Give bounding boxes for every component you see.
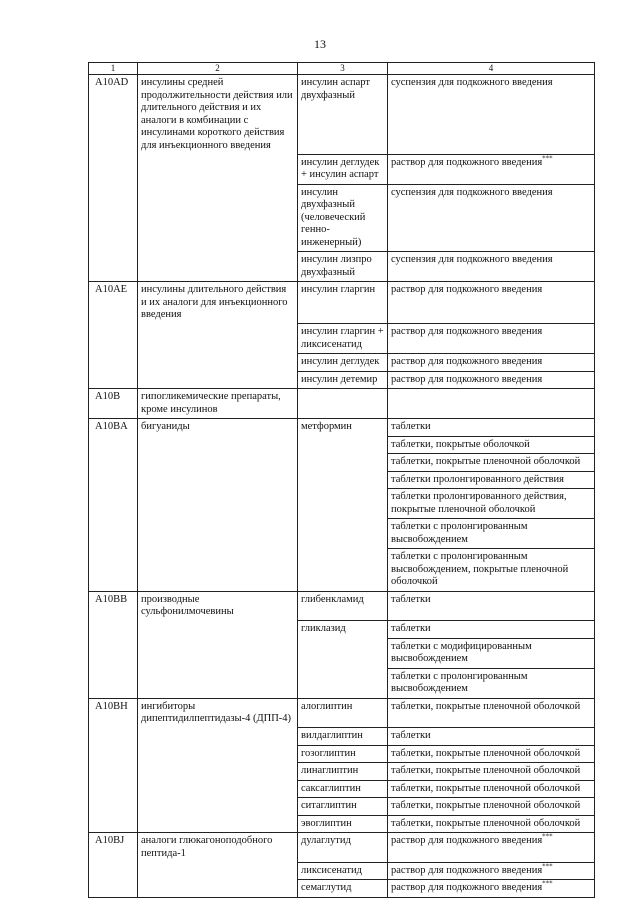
group-name-cell <box>138 354 298 372</box>
dosage-form-text: таблетки с пролонгированным высвобождением, покрытые пленочной оболочкой <box>391 551 569 587</box>
dosage-form-cell <box>388 780 595 798</box>
drug-name-cell: метформин <box>298 419 388 437</box>
page-number: 13 <box>314 37 326 51</box>
group-name-cell <box>138 763 298 781</box>
atc-code-cell: A10BB <box>89 591 138 621</box>
dosage-form-cell <box>388 833 595 863</box>
dosage-form-cell <box>388 638 595 668</box>
group-name-cell <box>138 519 298 549</box>
dosage-form-cell <box>388 880 595 898</box>
drug-name-cell: инсулин аспарт двухфазный <box>298 75 388 155</box>
atc-code-cell <box>89 668 138 698</box>
dosage-form-text: раствор для подкожного введения <box>391 356 543 367</box>
group-name-cell: ингибиторы дипептидилпептидазы-4 (ДПП-4) <box>138 698 298 728</box>
drug-name-cell <box>298 471 388 489</box>
dosage-form-cell <box>388 471 595 489</box>
table-row <box>89 282 595 324</box>
table-row <box>89 436 595 454</box>
dosage-form-text: таблетки, покрытые пленочной оболочкой <box>391 817 581 829</box>
group-name-cell <box>138 471 298 489</box>
atc-code-cell: A10BH <box>89 698 138 728</box>
atc-code-cell <box>89 880 138 898</box>
dosage-form-cell <box>388 519 595 549</box>
dosage-form-text: таблетки, покрытые пленочной оболочкой <box>391 747 581 759</box>
group-name-cell <box>138 780 298 798</box>
dosage-form-cell <box>388 862 595 880</box>
drug-name-cell: алоглиптин <box>298 698 388 728</box>
drug-name-cell: инсулин гларгин <box>298 282 388 324</box>
drug-name-cell: инсулин гларгин + ликсисенатид <box>298 324 388 354</box>
drug-name-cell: инсулин двухфазный (человеческий генно-инженерный) <box>298 184 388 252</box>
dosage-form-text: таблетки <box>391 730 431 741</box>
table-row <box>89 698 595 728</box>
dosage-form-cell <box>388 668 595 698</box>
header-cell: 3 <box>298 63 388 75</box>
dosage-form-cell <box>388 419 595 437</box>
table-row <box>89 154 595 184</box>
table-row <box>89 728 595 746</box>
table-row <box>89 780 595 798</box>
table-row <box>89 324 595 354</box>
dosage-form-text: таблетки с пролонгированным высвобождением <box>391 670 528 694</box>
drug-name-cell: инсулин детемир <box>298 371 388 389</box>
group-name-cell: гипогликемические препараты, кроме инсулинов <box>138 389 298 419</box>
dosage-form-cell <box>388 389 595 419</box>
drug-name-cell: семаглутид <box>298 880 388 898</box>
group-name-cell: инсулины длительного действия и их аналоги для инъекционного введения <box>138 282 298 324</box>
group-name-cell <box>138 621 298 639</box>
dosage-form-cell <box>388 371 595 389</box>
atc-code-cell: A10BJ <box>89 833 138 863</box>
dosage-form-text: таблетки пролонгированного действия <box>391 473 564 485</box>
dosage-form-cell <box>388 154 595 184</box>
drug-name-cell: инсулин деглудек <box>298 354 388 372</box>
dosage-form-cell <box>388 728 595 746</box>
atc-code-cell <box>89 519 138 549</box>
table-row <box>89 862 595 880</box>
atc-code-cell <box>89 862 138 880</box>
dosage-form-text: суспензия для подкожного введения <box>391 254 553 265</box>
dosage-form-text: раствор для подкожного введения <box>391 882 543 893</box>
atc-code-cell <box>89 454 138 472</box>
dosage-form-text: раствор для подкожного введения <box>391 373 543 385</box>
drug-name-cell: инсулин лизпро двухфазный <box>298 252 388 282</box>
drug-name-cell: вилдаглиптин <box>298 728 388 746</box>
drug-name-cell <box>298 454 388 472</box>
dosage-form-cell <box>388 454 595 472</box>
group-name-cell <box>138 638 298 668</box>
table-row <box>89 880 595 898</box>
dosage-form-cell <box>388 549 595 592</box>
drug-name-cell: дулаглутид <box>298 833 388 863</box>
table-row <box>89 419 595 437</box>
atc-code-cell: A10AD <box>89 75 138 155</box>
dosage-form-text: раствор для подкожного введения <box>391 284 543 295</box>
dosage-form-cell <box>388 282 595 324</box>
atc-code-cell <box>89 471 138 489</box>
atc-code-cell <box>89 621 138 639</box>
drug-name-cell <box>298 519 388 549</box>
table-row <box>89 389 595 419</box>
atc-code-cell <box>89 745 138 763</box>
atc-code-cell <box>89 489 138 519</box>
group-name-cell <box>138 184 298 252</box>
group-name-cell <box>138 324 298 354</box>
dosage-form-text: раствор для подкожного введения <box>391 864 543 876</box>
drug-name-cell <box>298 668 388 698</box>
dosage-form-text: таблетки <box>391 421 431 432</box>
dosage-form-cell <box>388 436 595 454</box>
drug-name-cell: глибенкламид <box>298 591 388 621</box>
header-cell: 2 <box>138 63 298 75</box>
group-name-cell <box>138 798 298 816</box>
table-row <box>89 184 595 252</box>
atc-code-cell: A10B <box>89 389 138 419</box>
atc-code-cell: A10AE <box>89 282 138 324</box>
table-row <box>89 621 595 639</box>
dosage-form-cell <box>388 698 595 728</box>
table-row <box>89 798 595 816</box>
table-row <box>89 489 595 519</box>
table-row <box>89 668 595 698</box>
dosage-form-cell <box>388 184 595 252</box>
header-row <box>89 63 595 75</box>
table-row <box>89 833 595 863</box>
dosage-form-text: таблетки, покрытые пленочной оболочкой <box>391 800 581 811</box>
group-name-cell <box>138 436 298 454</box>
atc-code-cell <box>89 549 138 592</box>
drug-table <box>88 62 595 898</box>
drug-name-cell <box>298 389 388 419</box>
table-row <box>89 745 595 763</box>
dosage-form-cell <box>388 324 595 354</box>
group-name-cell: бигуаниды <box>138 419 298 437</box>
dosage-form-cell <box>388 75 595 155</box>
drug-name-cell: эвоглиптин <box>298 815 388 833</box>
atc-code-cell: A10BA <box>89 419 138 437</box>
drug-name-cell: гозоглиптин <box>298 745 388 763</box>
dosage-form-text: таблетки пролонгированного действия, покрытые пленочной оболочкой <box>391 491 567 515</box>
dosage-form-cell <box>388 252 595 282</box>
dosage-form-text: раствор для подкожного введения <box>391 326 543 337</box>
dosage-form-text: таблетки, покрытые пленочной оболочкой <box>391 456 581 467</box>
group-name-cell <box>138 454 298 472</box>
atc-code-cell <box>89 184 138 252</box>
drug-name-cell: ситаглиптин <box>298 798 388 816</box>
dosage-form-text: таблетки, покрытые пленочной оболочкой <box>391 700 581 712</box>
group-name-cell: аналоги глюкагоноподобного пептида-1 <box>138 833 298 863</box>
group-name-cell <box>138 252 298 282</box>
header-cell: 1 <box>89 63 138 75</box>
atc-code-cell <box>89 436 138 454</box>
dosage-form-text: раствор для подкожного введения <box>391 156 543 168</box>
footnote-marker: *** <box>542 879 553 888</box>
table-row <box>89 252 595 282</box>
footnote-marker: *** <box>542 862 553 870</box>
drug-name-cell: линаглиптин <box>298 763 388 781</box>
atc-code-cell <box>89 638 138 668</box>
drug-name-cell: саксаглиптин <box>298 780 388 798</box>
atc-code-cell <box>89 815 138 833</box>
group-name-cell <box>138 728 298 746</box>
table-row <box>89 454 595 472</box>
header-cell: 4 <box>388 63 595 75</box>
atc-code-cell <box>89 728 138 746</box>
group-name-cell: производные сульфонилмочевины <box>138 591 298 621</box>
atc-code-cell <box>89 354 138 372</box>
dosage-form-text: суспензия для подкожного введения <box>391 186 553 198</box>
drug-name-cell: инсулин деглудек + инсулин аспарт <box>298 154 388 184</box>
table-row <box>89 519 595 549</box>
dosage-form-text: таблетки, покрытые пленочной оболочкой <box>391 765 581 776</box>
footnote-marker: *** <box>542 832 553 841</box>
group-name-cell <box>138 862 298 880</box>
atc-code-cell <box>89 763 138 781</box>
dosage-form-text: таблетки, покрытые оболочкой <box>391 438 530 450</box>
group-name-cell: инсулины средней продолжительности действия или длительного действия и их аналоги в комбинации с инсулинами короткого действия для инъекционного введения <box>138 75 298 155</box>
dosage-form-cell <box>388 621 595 639</box>
drug-name-cell: ликсисенатид <box>298 862 388 880</box>
footnote-marker: *** <box>542 154 553 162</box>
table-row <box>89 763 595 781</box>
table-row <box>89 815 595 833</box>
group-name-cell <box>138 745 298 763</box>
group-name-cell <box>138 489 298 519</box>
table-row <box>89 75 595 155</box>
table-row <box>89 591 595 621</box>
table-row <box>89 549 595 592</box>
dosage-form-text: таблетки <box>391 623 431 634</box>
atc-code-cell <box>89 371 138 389</box>
group-name-cell <box>138 668 298 698</box>
table-body <box>89 75 595 898</box>
table-row <box>89 354 595 372</box>
drug-name-cell: гликлазид <box>298 621 388 639</box>
group-name-cell <box>138 371 298 389</box>
drug-name-cell <box>298 549 388 592</box>
dosage-form-text: таблетки <box>391 593 431 605</box>
dosage-form-text: таблетки, покрытые пленочной оболочкой <box>391 782 581 794</box>
dosage-form-cell <box>388 591 595 621</box>
dosage-form-text: раствор для подкожного введения <box>391 835 543 846</box>
dosage-form-cell <box>388 745 595 763</box>
dosage-form-cell <box>388 763 595 781</box>
group-name-cell <box>138 880 298 898</box>
table-row <box>89 371 595 389</box>
dosage-form-text: таблетки с модифицированным высвобождением <box>391 640 532 664</box>
atc-code-cell <box>89 154 138 184</box>
drug-name-cell <box>298 436 388 454</box>
atc-code-cell <box>89 798 138 816</box>
group-name-cell <box>138 549 298 592</box>
dosage-form-cell <box>388 489 595 519</box>
atc-code-cell <box>89 324 138 354</box>
table-row <box>89 471 595 489</box>
drug-name-cell <box>298 489 388 519</box>
dosage-form-text: таблетки с пролонгированным высвобождением <box>391 521 528 545</box>
group-name-cell <box>138 154 298 184</box>
group-name-cell <box>138 815 298 833</box>
atc-code-cell <box>89 780 138 798</box>
dosage-form-cell <box>388 815 595 833</box>
dosage-form-cell <box>388 354 595 372</box>
dosage-form-text: суспензия для подкожного введения <box>391 77 553 88</box>
atc-code-cell <box>89 252 138 282</box>
dosage-form-cell <box>388 798 595 816</box>
drug-name-cell <box>298 638 388 668</box>
table-row <box>89 638 595 668</box>
